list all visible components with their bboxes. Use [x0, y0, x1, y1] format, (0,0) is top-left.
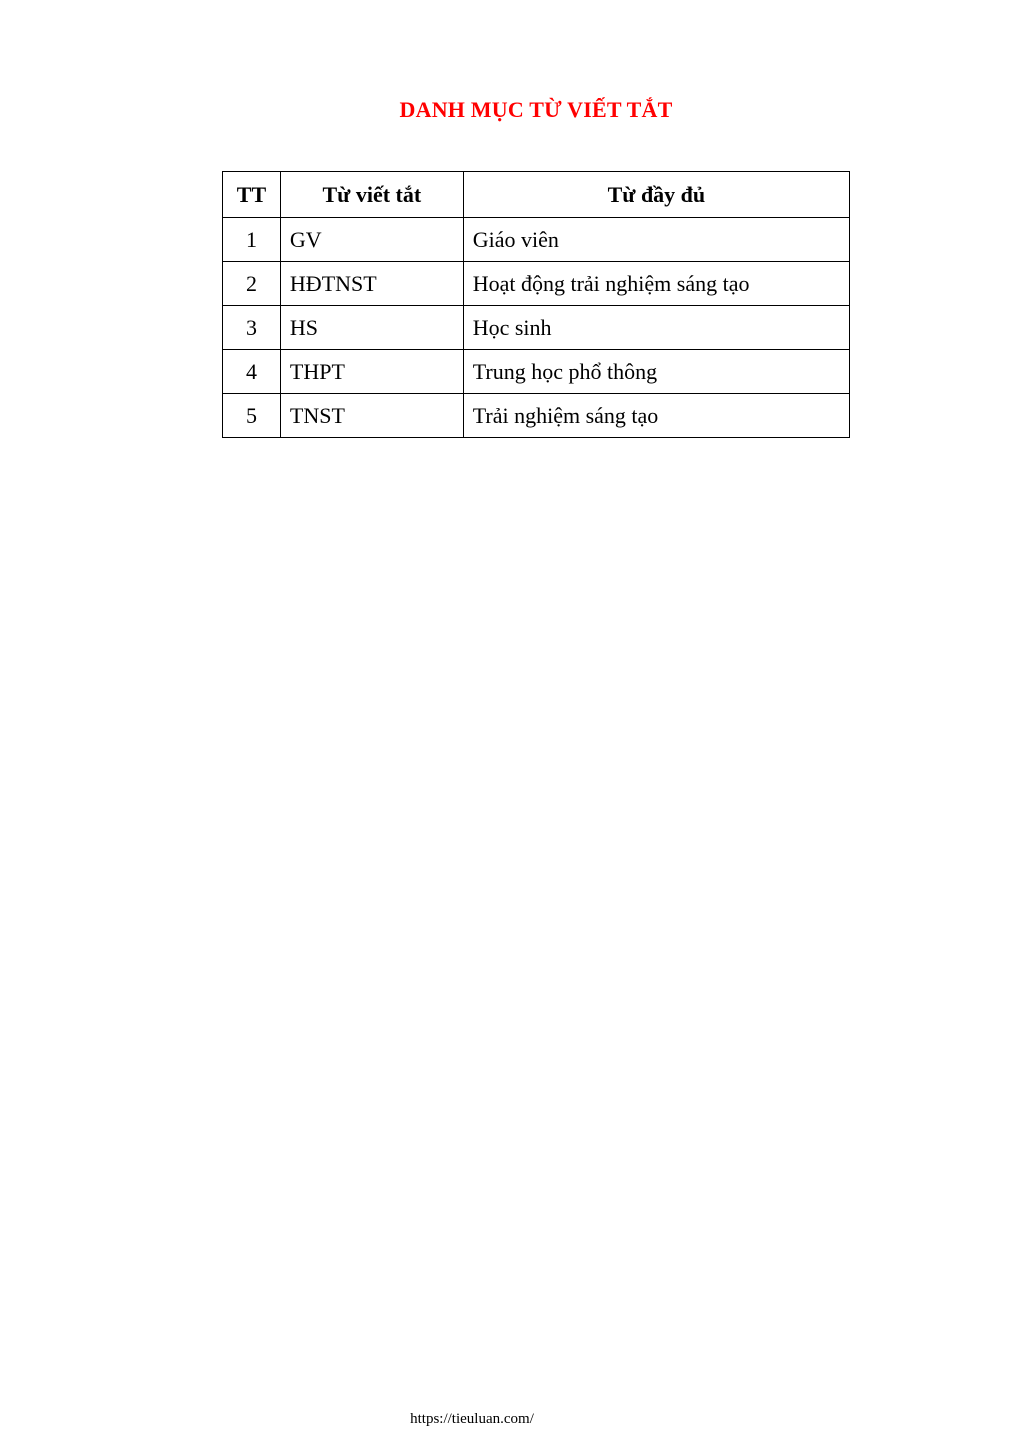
- full-form-cell: Trải nghiệm sáng tạo: [463, 394, 849, 438]
- full-form-cell: Trung học phổ thông: [463, 350, 849, 394]
- header-tt: TT: [223, 172, 281, 218]
- abbreviation-cell: TNST: [280, 394, 463, 438]
- row-number: 2: [223, 262, 281, 306]
- table-row: [223, 394, 850, 438]
- full-form-cell: Giáo viên: [463, 218, 849, 262]
- page-title: DANH MỤC TỪ VIẾT TẮT: [399, 97, 673, 122]
- row-number: 5: [223, 394, 281, 438]
- header-full-form: Từ đầy đủ: [463, 172, 849, 218]
- table-row: [223, 262, 850, 306]
- table-header-row: [223, 172, 850, 218]
- table-row: [223, 350, 850, 394]
- table-row: [223, 218, 850, 262]
- table-row: [223, 306, 850, 350]
- header-abbreviation: Từ viết tắt: [280, 172, 463, 218]
- full-form-cell: Hoạt động trải nghiệm sáng tạo: [463, 262, 849, 306]
- footer-url: https://tieuluan.com/: [410, 1411, 534, 1427]
- abbreviation-table: [222, 171, 850, 438]
- abbreviation-cell: HĐTNST: [280, 262, 463, 306]
- row-number: 4: [223, 350, 281, 394]
- row-number: 1: [223, 218, 281, 262]
- abbreviation-cell: THPT: [280, 350, 463, 394]
- abbreviation-cell: HS: [280, 306, 463, 350]
- abbreviation-cell: GV: [280, 218, 463, 262]
- full-form-cell: Học sinh: [463, 306, 849, 350]
- row-number: 3: [223, 306, 281, 350]
